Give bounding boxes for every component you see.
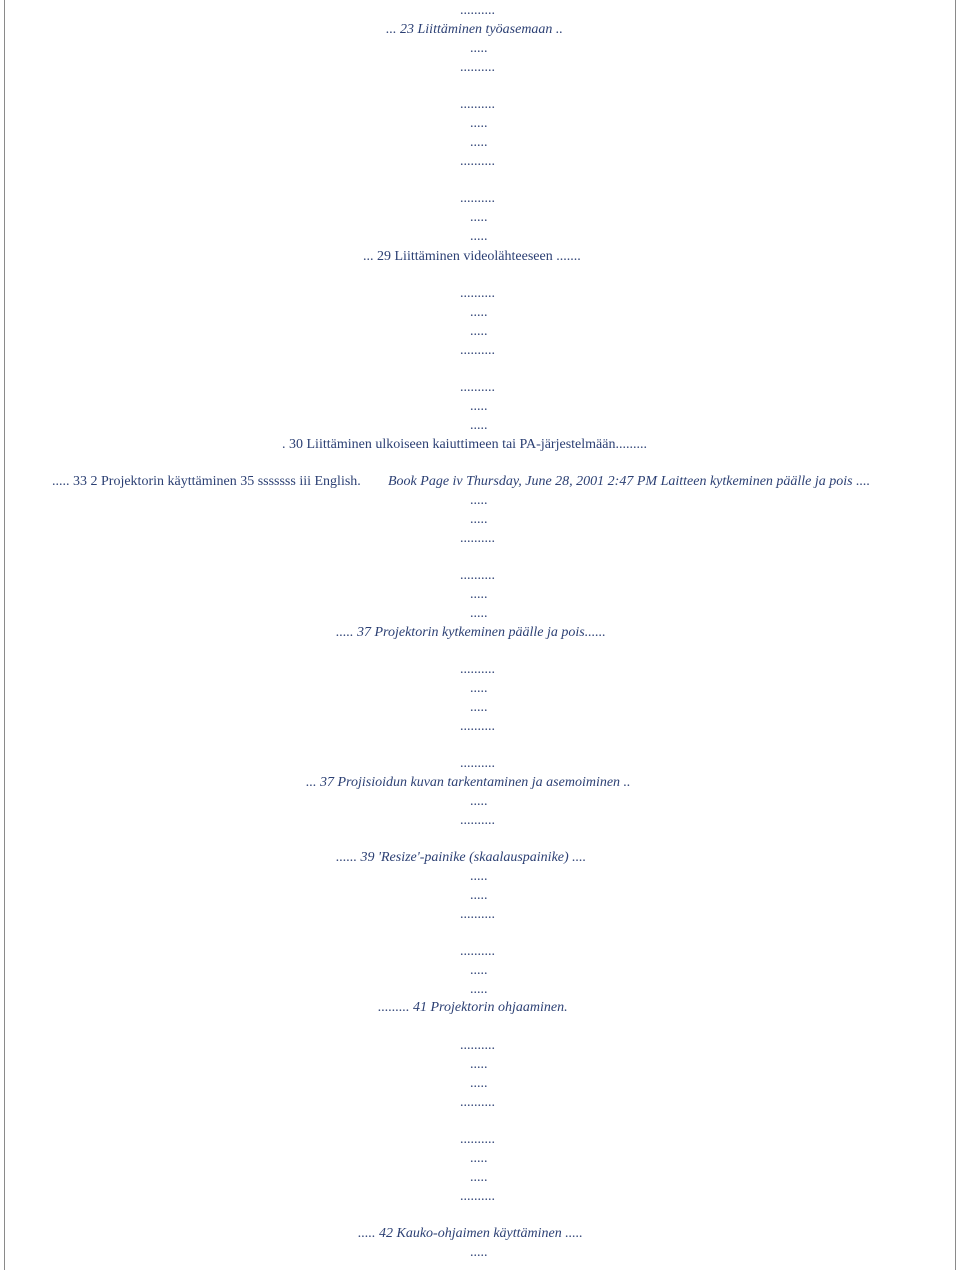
toc-entry-liittaminen-videolahteeseen: ... 29 Liittäminen videolähteeseen ....... bbox=[363, 249, 581, 264]
toc-line: ..... bbox=[470, 399, 488, 414]
toc-line: .......... bbox=[460, 380, 495, 395]
toc-line: .......... bbox=[460, 907, 495, 922]
toc-line: ..... bbox=[470, 41, 488, 56]
toc-entry-book-page-header: Book Page iv Thursday, June 28, 2001 2:47 PM Laitteen kytkeminen päälle ja pois .... bbox=[388, 474, 871, 489]
toc-entry-liittaminen-ulkoiseen-kaiuttimeen: . 30 Liittäminen ulkoiseen kaiuttimeen tai PA-järjestelmään......... bbox=[282, 437, 647, 452]
toc-line: .......... bbox=[460, 1132, 495, 1147]
toc-line: .......... bbox=[460, 756, 495, 771]
toc-line: .......... bbox=[460, 191, 495, 206]
toc-line: .......... bbox=[460, 813, 495, 828]
toc-line: ..... bbox=[470, 135, 488, 150]
toc-line: ..... bbox=[470, 1151, 488, 1166]
toc-line: ..... bbox=[470, 869, 488, 884]
toc-line: ..... bbox=[470, 587, 488, 602]
toc-entry-resize-painike: ...... 39 'Resize'-painike (skaalauspainike) .... bbox=[336, 850, 587, 865]
toc-line: ..... bbox=[470, 700, 488, 715]
toc-line: ..... bbox=[470, 982, 488, 997]
toc-entry-projektorin-kytkeminen: ..... 37 Projektorin kytkeminen päälle ja pois...... bbox=[336, 625, 606, 640]
toc-line: ..... bbox=[470, 116, 488, 131]
toc-line: ..... bbox=[470, 1245, 488, 1260]
toc-line: ..... bbox=[470, 681, 488, 696]
toc-line: ..... bbox=[470, 210, 488, 225]
toc-line: ..... bbox=[470, 418, 488, 433]
toc-line: ..... bbox=[470, 229, 488, 244]
toc-line: .......... bbox=[460, 3, 495, 18]
toc-entry-projisioidun-kuvan-tarkentaminen: ... 37 Projisioidun kuvan tarkentaminen ja asemoiminen .. bbox=[306, 775, 631, 790]
toc-entry-projektorin-kayttaminen: ..... 33 2 Projektorin käyttäminen 35 sssssss iii English. bbox=[52, 474, 361, 489]
toc-line: ..... bbox=[470, 305, 488, 320]
toc-line: .......... bbox=[460, 1095, 495, 1110]
toc-line: .......... bbox=[460, 568, 495, 583]
toc-line: ..... bbox=[470, 606, 488, 621]
toc-entry-projektorin-ohjaaminen: ......... 41 Projektorin ohjaaminen. bbox=[378, 1000, 568, 1015]
toc-line: .......... bbox=[460, 531, 495, 546]
toc-line: .......... bbox=[460, 1189, 495, 1204]
toc-line: .......... bbox=[460, 944, 495, 959]
toc-line: .......... bbox=[460, 719, 495, 734]
toc-line: .......... bbox=[460, 343, 495, 358]
toc-line: .......... bbox=[460, 154, 495, 169]
toc-entry-liittaminen-tyoasemaan: ... 23 Liittäminen työasemaan .. bbox=[386, 22, 563, 37]
toc-line: ..... bbox=[470, 888, 488, 903]
toc-line: .......... bbox=[460, 286, 495, 301]
toc-line: ..... bbox=[470, 324, 488, 339]
toc-line: ..... bbox=[470, 512, 488, 527]
toc-line: ..... bbox=[470, 794, 488, 809]
toc-line: .......... bbox=[460, 1038, 495, 1053]
toc-line: .......... bbox=[460, 662, 495, 677]
toc-line: .......... bbox=[460, 97, 495, 112]
toc-line: ..... bbox=[470, 1076, 488, 1091]
toc-line: ..... bbox=[470, 1057, 488, 1072]
toc-line: ..... bbox=[470, 493, 488, 508]
toc-line: .......... bbox=[460, 60, 495, 75]
toc-line: ..... bbox=[470, 1170, 488, 1185]
toc-entry-kauko-ohjaimen-kayttaminen: ..... 42 Kauko-ohjaimen käyttäminen ..... bbox=[358, 1226, 583, 1241]
toc-line: ..... bbox=[470, 963, 488, 978]
